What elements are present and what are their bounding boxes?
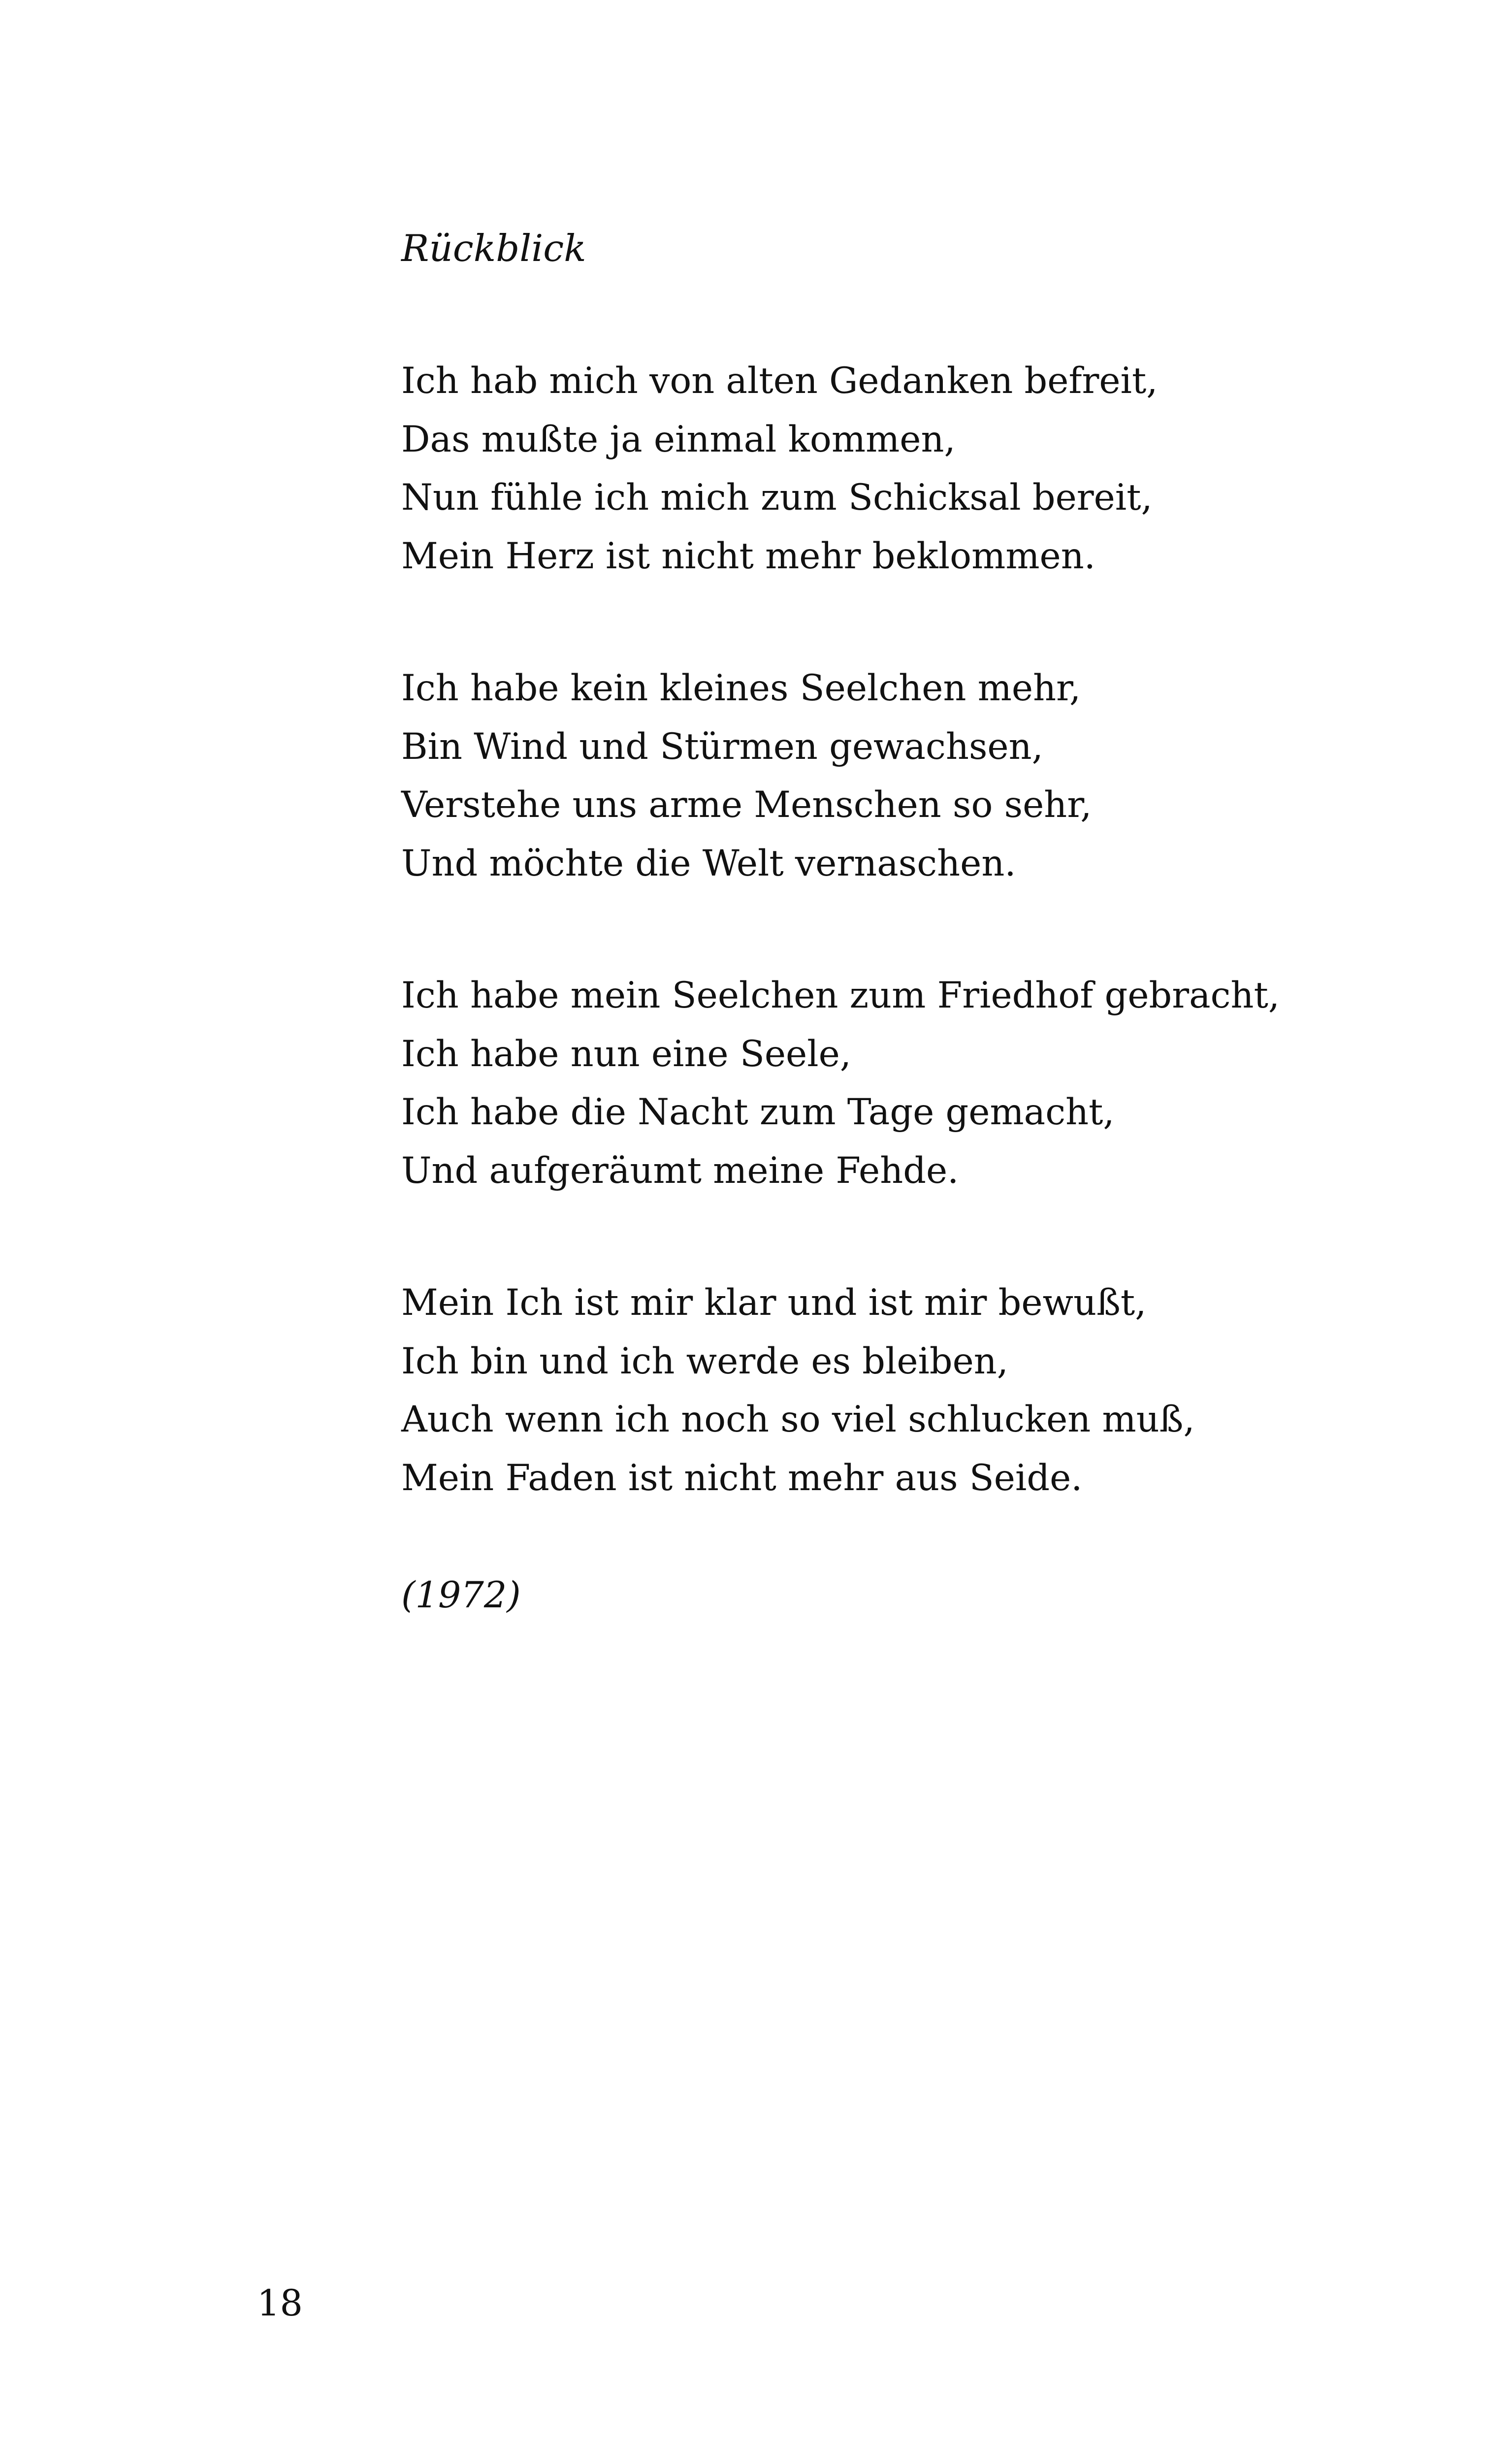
stanza-1: [401, 352, 1386, 586]
verse-line: Mein Ich ist mir klar und ist mir bewußt,: [401, 1282, 1147, 1324]
verse-line: Verstehe uns arme Menschen so sehr,: [401, 784, 1092, 826]
stanza-2: [401, 659, 1386, 893]
stanza-3: [401, 967, 1386, 1200]
verse-line: Bin Wind und Stürmen gewachsen,: [401, 725, 1043, 768]
poem-title: Rückblick: [401, 227, 586, 270]
poem: [401, 219, 1386, 1625]
page-number: 18: [257, 2282, 303, 2324]
verse-line: Ich habe kein kleines Seelchen mehr,: [401, 667, 1081, 709]
verse-line: Und möchte die Welt vernaschen.: [401, 842, 1016, 884]
verse-line: Und aufgeräumt meine Fehde.: [401, 1149, 959, 1192]
verse-line: Mein Faden ist nicht mehr aus Seide.: [401, 1457, 1083, 1499]
verse-line: Ich habe die Nacht zum Tage gemacht,: [401, 1091, 1115, 1133]
stanza-4: [401, 1274, 1386, 1507]
verse-line: Ich habe mein Seelchen zum Friedhof gebracht,: [401, 975, 1280, 1016]
poem-year: (1972): [401, 1574, 521, 1616]
verse-line: Mein Herz ist nicht mehr beklommen.: [401, 535, 1095, 577]
verse-line: Auch wenn ich noch so viel schlucken muß,: [401, 1399, 1195, 1440]
verse-line: Das mußte ja einmal kommen,: [401, 418, 956, 460]
verse-line: Ich hab mich von alten Gedanken befreit,: [401, 360, 1158, 402]
verse-line: Ich bin und ich werde es bleiben,: [401, 1340, 1009, 1382]
verse-line: Nun fühle ich mich zum Schicksal bereit,: [401, 477, 1153, 519]
verse-line: Ich habe nun eine Seele,: [401, 1033, 851, 1075]
